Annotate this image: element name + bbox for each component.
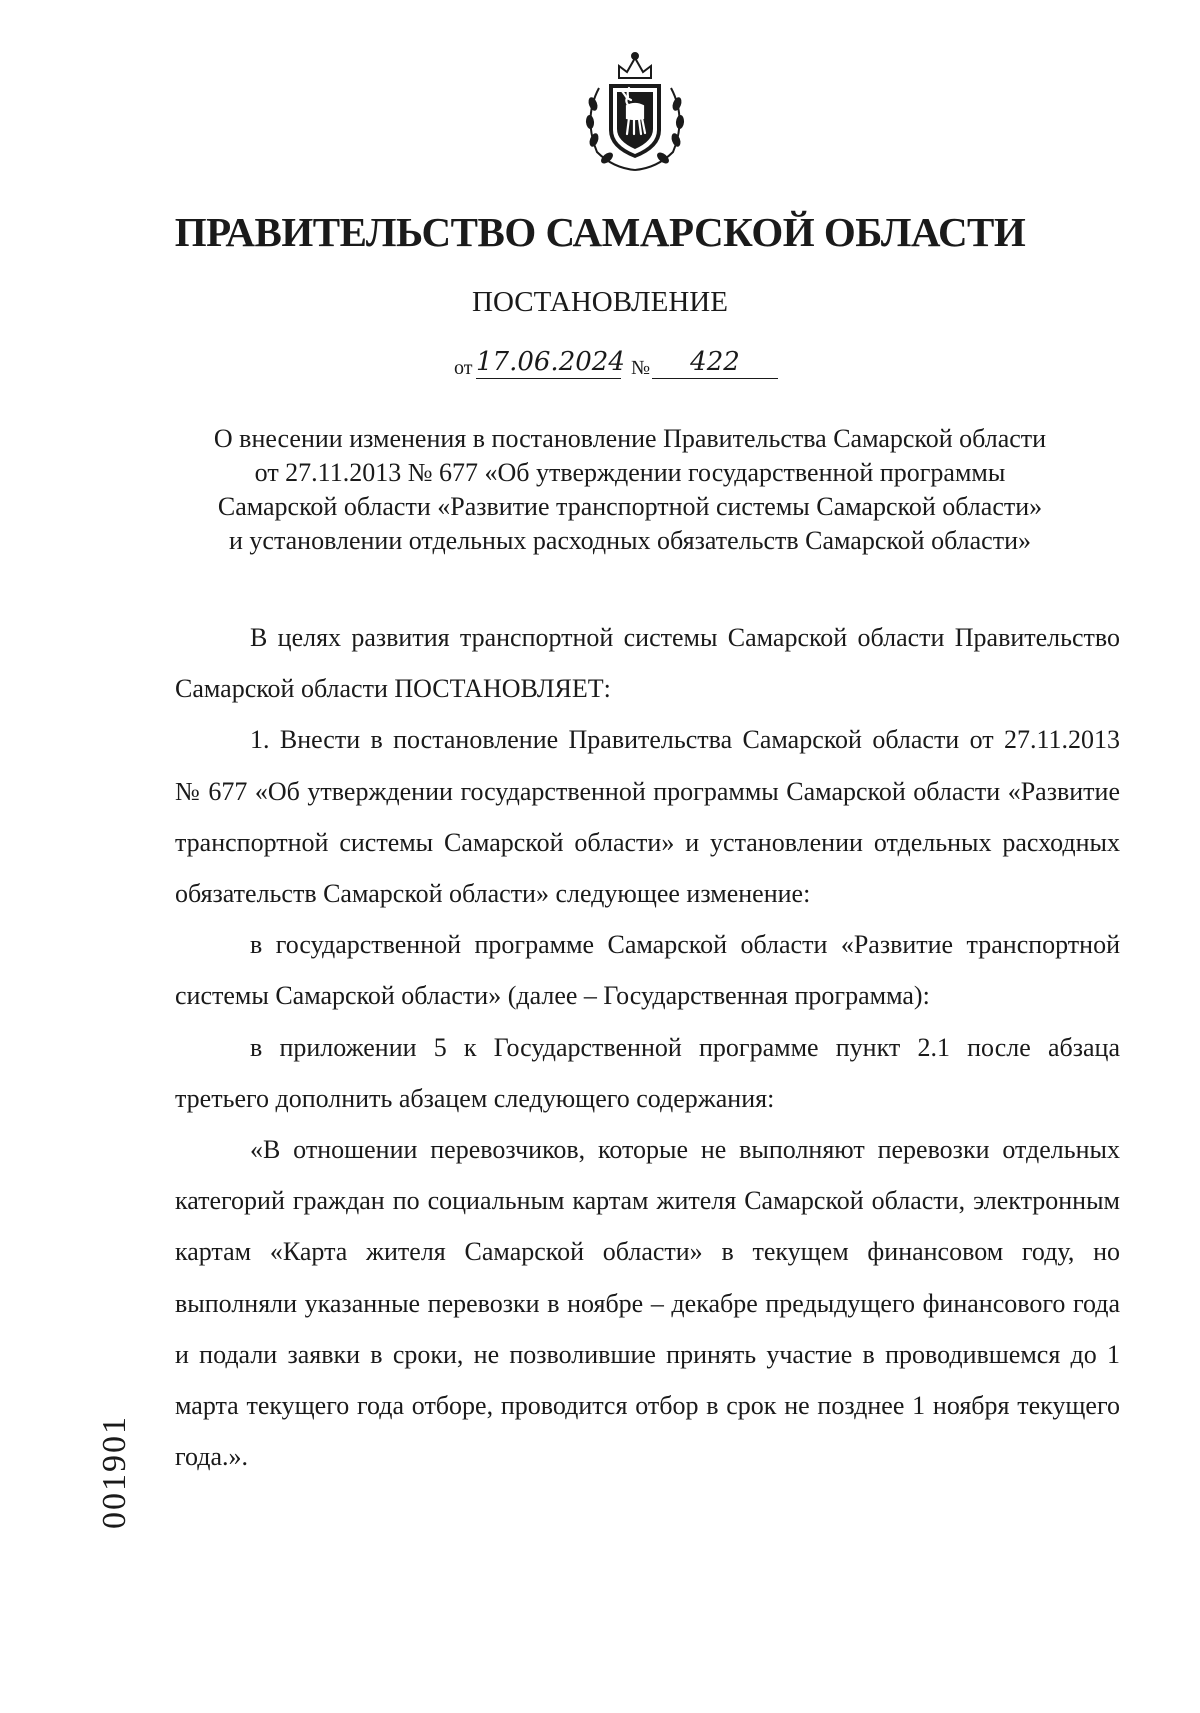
handwritten-number: 422 <box>690 347 740 377</box>
subject-line: от 27.11.2013 № 677 «Об утверждении государственной программы <box>254 458 1006 487</box>
body-paragraph: в приложении 5 к Государственной программе пункт 2.1 после абзаца третьего дополнить абзацем следующего содержания: <box>175 1032 1120 1113</box>
number-prefix: № <box>631 357 651 379</box>
date-field <box>476 347 625 379</box>
organization-title: ПРАВИТЕЛЬСТВО САМАРСКОЙ ОБЛАСТИ <box>174 209 1026 255</box>
subject-line: О внесении изменения в постановление Правительства Самарской области <box>213 424 1047 453</box>
coat-of-arms-icon <box>579 48 691 176</box>
page-serial-number: 001901 <box>96 1415 133 1529</box>
subject-line: и установлении отдельных расходных обязательств Самарской области» <box>228 526 1031 555</box>
subject-line: Самарской области «Развитие транспортной системы Самарской области» <box>217 492 1043 521</box>
number-field <box>652 348 778 379</box>
date-prefix: от <box>454 357 473 379</box>
body-paragraph: 1. Внести в постановление Правительства Самарской области от 27.11.2013 № 677 «Об утверждении государственной программы Самарской области «Развитие транспортной системы Самарской области» и установлении отдельных расходных обязательств Самарской области» следующее изменение: <box>175 725 1120 909</box>
handwritten-date: 17.06.2024 <box>476 347 625 377</box>
body-paragraph: в государственной программе Самарской области «Развитие транспортной системы Самарской области» (далее – Государственная программа): <box>175 930 1120 1011</box>
body-paragraph: «В отношении перевозчиков, которые не выполняют перевозки отдельных категорий граждан по социальным картам жителя Самарской области, электронным картам «Карта жителя Самарской области» в текущем финансовом году, но выполняли указанные перевозки в ноябре – декабре предыдущего финансового года и подали заявки в сроки, не позволившие принять участие в проводившемся до 1 марта текущего года отборе, проводится отбор в срок не позднее 1 ноября текущего года.». <box>175 1135 1120 1472</box>
document-body <box>175 612 1120 1482</box>
document-type: ПОСТАНОВЛЕНИЕ <box>472 286 728 318</box>
body-paragraph: В целях развития транспортной системы Самарской области Правительство Самарской области ПОСТАНОВЛЯЕТ: <box>175 623 1120 704</box>
document-subject <box>140 422 1120 558</box>
registration-line <box>454 340 854 380</box>
